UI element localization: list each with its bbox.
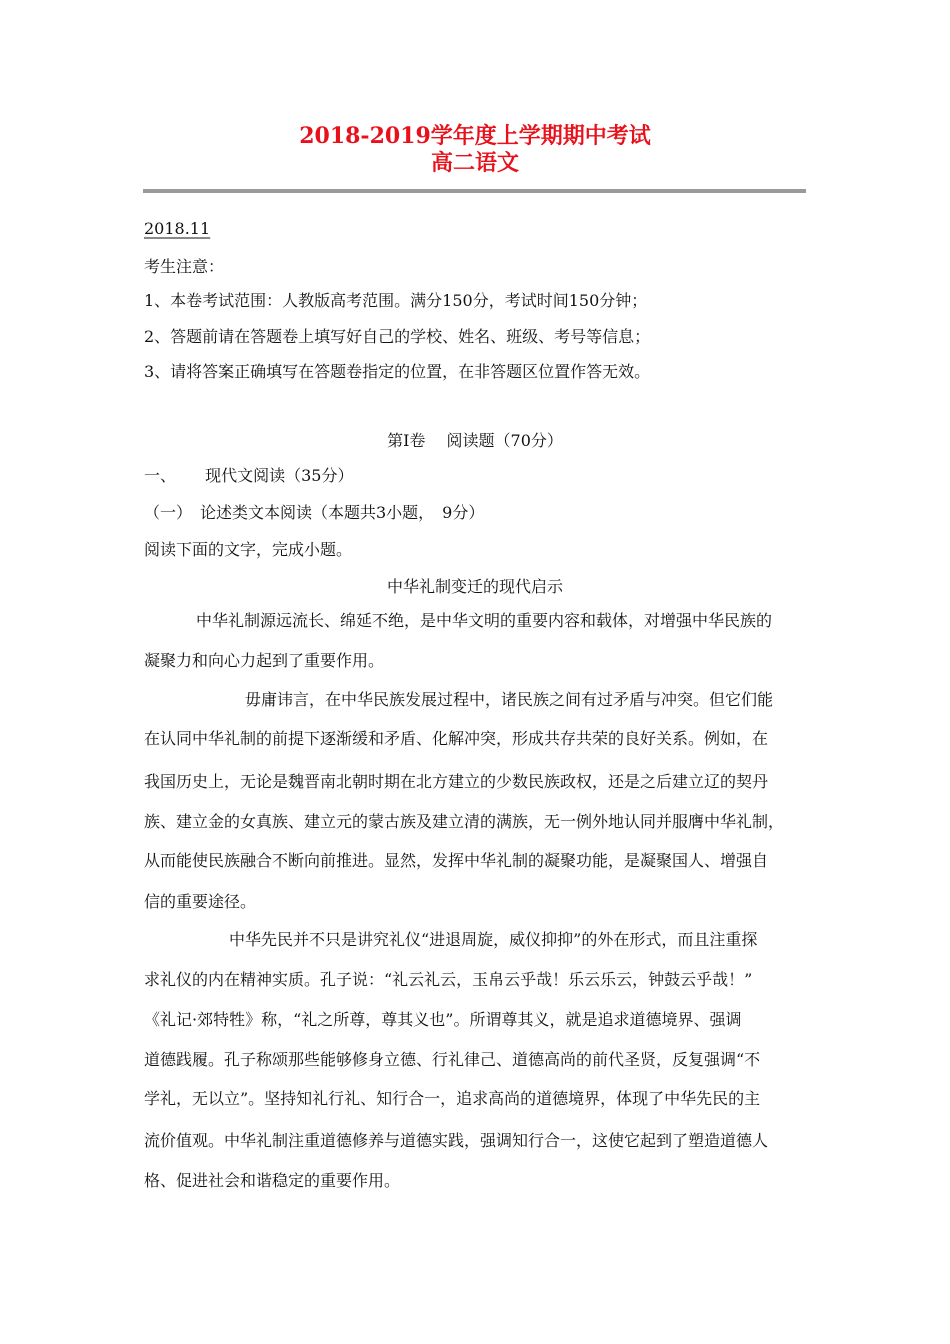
paragraph-line: 族、建立金的女真族、建立元的蒙古族及建立清的满族，无一例外地认同并服膺中华礼制，	[144, 812, 785, 831]
part-title: 一、 现代文阅读（35分）	[144, 466, 354, 485]
subsection-title: （一） 论述类文本阅读（本题共3小题， 9分）	[144, 503, 485, 522]
subject-title: 高二语文	[430, 150, 519, 176]
reading-instruction: 阅读下面的文字，完成小题。	[144, 540, 353, 559]
notice-heading: 考生注意：	[144, 257, 225, 276]
paragraph-line: 道德践履。孔子称颂那些能够修身立德、行礼律己、道德高尚的前代圣贤，反复强调“不	[144, 1050, 761, 1069]
paragraph-line: 格、促进社会和谐稳定的重要作用。	[144, 1171, 401, 1190]
notice-item: 3、请将答案正确填写在答题卷指定的位置，在非答题区位置作答无效。	[144, 362, 651, 381]
paragraph-line: 学礼，无以立”。坚持知礼行礼、知行合一，追求高尚的道德境界，体现了中华先民的主	[144, 1089, 761, 1108]
notice-item: 2、答题前请在答题卷上填写好自己的学校、姓名、班级、考号等信息；	[144, 327, 651, 346]
header-divider	[143, 189, 806, 193]
exam-date: 2018.11	[144, 219, 211, 238]
exam-title: 2018-2019学年度上学期期中考试	[299, 123, 651, 149]
paragraph-line: 流价值观。中华礼制注重道德修养与道德实践，强调知行合一，这使它起到了塑造道德人	[144, 1131, 769, 1150]
paragraph-line: 在认同中华礼制的前提下逐渐缓和矛盾、化解冲突，形成共存共荣的良好关系。例如，在	[144, 729, 769, 748]
paragraph-line: 毋庸讳言，在中华民族发展过程中，诸民族之间有过矛盾与冲突。但它们能	[245, 690, 774, 709]
paragraph-line: 我国历史上，无论是魏晋南北朝时期在北方建立的少数民族政权，还是之后建立辽的契丹	[144, 772, 769, 791]
paragraph-line: 凝聚力和向心力起到了重要作用。	[144, 651, 385, 670]
paragraph-line: 中华礼制源远流长、绵延不绝，是中华文明的重要内容和载体，对增强中华民族的	[196, 611, 773, 630]
paragraph-line: 信的重要途径。	[144, 892, 257, 911]
paragraph-line: 求礼仪的内在精神实质。孔子说：“礼云礼云，玉帛云乎哉！乐云乐云，钟鼓云乎哉！”	[144, 970, 753, 989]
volume-title: 第Ⅰ卷 阅读题（70分）	[387, 431, 563, 450]
paragraph-line: 中华先民并不只是讲究礼仪“进退周旋，威仪抑抑”的外在形式，而且注重探	[229, 930, 758, 949]
article-title: 中华礼制变迁的现代启示	[386, 577, 563, 596]
paragraph-line: 《礼记·郊特牲》称，“礼之所尊，尊其义也”。所谓尊其义，就是追求道德境界、强调	[144, 1010, 742, 1029]
notice-item: 1、本卷考试范围：人教版高考范围。满分150分，考试时间150分钟；	[144, 291, 648, 310]
paragraph-line: 从而能使民族融合不断向前推进。显然，发挥中华礼制的凝聚功能，是凝聚国人、增强自	[144, 851, 769, 870]
